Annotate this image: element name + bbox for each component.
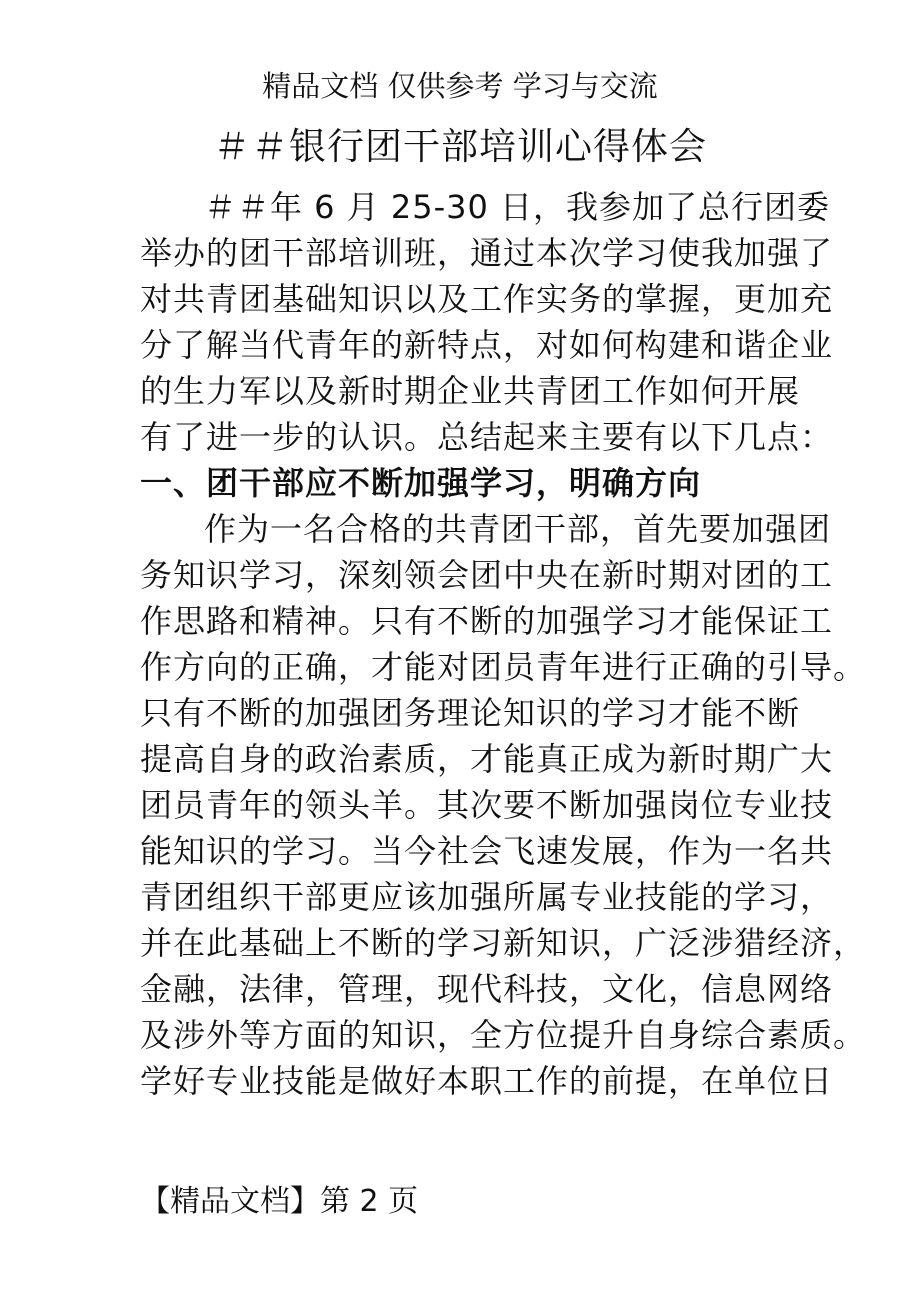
paragraph-1-line: 举办的团干部培训班，通过本次学习使我加强了 — [140, 234, 834, 272]
paragraph-2-line: 学好专业技能是做好本职工作的前提，在单位日 — [140, 1062, 834, 1100]
paragraph-2-line: 金融，法律，管理，现代科技，文化，信息网络 — [140, 970, 834, 1008]
paragraph-1-line: 有了进一步的认识。总结起来主要有以下几点： — [140, 418, 834, 456]
paragraph-2-line: 青团组织干部更应该加强所属专业技能的学习， — [140, 878, 834, 916]
paragraph-2-line: 团员青年的领头羊。其次要不断加强岗位专业技 — [140, 786, 834, 824]
paragraph-2-line: 只有不断的加强团务理论知识的学习才能不断 — [140, 694, 801, 732]
paragraph-2-line: 务知识学习，深刻领会团中央在新时期对团的工 — [140, 556, 834, 594]
paragraph-2-line: 作思路和精神。只有不断的加强学习才能保证工 — [140, 602, 834, 640]
paragraph-2-line: 作方向的正确，才能对团员青年进行正确的引导。 — [140, 648, 867, 686]
document-body — [140, 184, 867, 1104]
header-note: 精品文档 仅供参考 学习与交流 — [262, 69, 658, 103]
paragraph-2-line: 提高自身的政治素质，才能真正成为新时期广大 — [140, 740, 834, 778]
paragraph-2-line: 能知识的学习。当今社会飞速发展，作为一名共 — [140, 832, 834, 870]
paragraph-2-line: 及涉外等方面的知识，全方位提升自身综合素质。 — [140, 1016, 867, 1054]
paragraph-1-line: 分了解当代青年的新特点，对如何构建和谐企业 — [140, 326, 834, 364]
document-title: ＃＃银行团干部培训心得体会 — [213, 125, 707, 168]
paragraph-2-line: 并在此基础上不断的学习新知识，广泛涉猎经济， — [140, 924, 867, 962]
paragraph-1-line: 的生力军以及新时期企业共青团工作如何开展 — [140, 372, 801, 410]
paragraph-2-line: 作为一名合格的共青团干部，首先要加强团 — [204, 510, 832, 548]
section-heading: 一、团干部应不断加强学习，明确方向 — [140, 464, 702, 502]
paragraph-1-line: 对共青团基础知识以及工作实务的掌握，更加充 — [140, 280, 834, 318]
paragraph-1-line: ＃＃年 6 月 25-30 日，我参加了总行团委 — [204, 188, 831, 226]
footer-page-note: 【精品文档】第 2 页 — [140, 1184, 419, 1219]
